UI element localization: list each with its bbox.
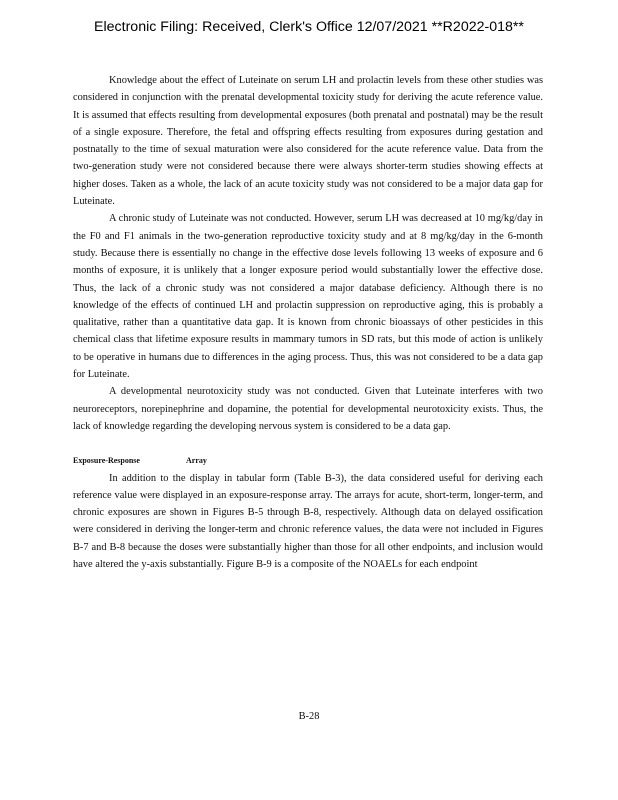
section-heading bbox=[73, 452, 543, 469]
paragraph-developmental-neurotoxicity: A developmental neurotoxicity study was not conducted. Given that Luteinate interferes with two neuroreceptors, norepinephrine and dopamine, the potential for developmental neurotoxicity exists. Thus, the lack of knowledge regarding the developing nervous system is considered to be a data gap. bbox=[73, 386, 543, 432]
section-heading-word1: Exposure-Response bbox=[73, 456, 140, 466]
paragraph-chronic-study: A chronic study of Luteinate was not conducted. However, serum LH was decreased at 10 mg/kg/day in the F0 and F1 animals in the two-generation reproductive toxicity study and at 8 mg/kg/day in the 6-month study. Because there is essentially no change in the effective dose levels following 13 weeks of exposure and 6 months of exposure, it is unlikely that a longer exposure period would substantially lower the effective dose. Thus, the lack of a chronic study was not considered a major database deficiency. Although there is no knowledge of the effects of continued LH and prolactin suppression on reproductive aging, this is probably a qualitative, rather than a quantitative data gap. It is known from chronic bioassays of other pesticides in this chemical class that lifetime exposure results in mammary tumors in SD rats, but this mode of action is unlikely to be operative in humans due to differences in the aging process. Thus, this was not considered to be a data gap for Luteinate. bbox=[73, 213, 543, 381]
filing-header: Electronic Filing: Received, Clerk's Office 12/07/2021 **R2022-018** bbox=[94, 19, 524, 35]
document-body bbox=[73, 72, 543, 573]
paragraph-acute-study: Knowledge about the effect of Luteinate on serum LH and prolactin levels from these other studies was considered in conjunction with the prenatal developmental toxicity study for deriving the acute reference value. It is assumed that effects resulting from developmental exposures (both prenatal and postnatal) may be the result of a single exposure. Therefore, the fetal and offspring effects resulting from exposures during gestation and postnatally to the time of sexual maturation were also considered for the acute reference value. Data from the two-generation study were not considered because there were always shorter-term studies showing effects at higher doses. Taken as a whole, the lack of an acute toxicity study was not considered to be a major data gap for Luteinate. bbox=[73, 75, 543, 208]
page-number: B-28 bbox=[298, 711, 320, 722]
paragraph-exposure-response: In addition to the display in tabular form (Table B-3), the data considered useful for deriving each reference value were displayed in an exposure-response array. The arrays for acute, short-term, longer-term, and chronic exposures are shown in Figures B-5 through B-8, respectively. Although data on delayed ossification were considered in deriving the longer-term and chronic reference values, the data were not included in Figures B-7 and B-8 because the doses were substantially higher than those for all other endpoints, and inclusion would have altered the y-axis substantially. Figure B-9 is a composite of the NOAELs for each endpoint bbox=[73, 472, 543, 571]
section-heading-word2: Array bbox=[185, 456, 207, 466]
